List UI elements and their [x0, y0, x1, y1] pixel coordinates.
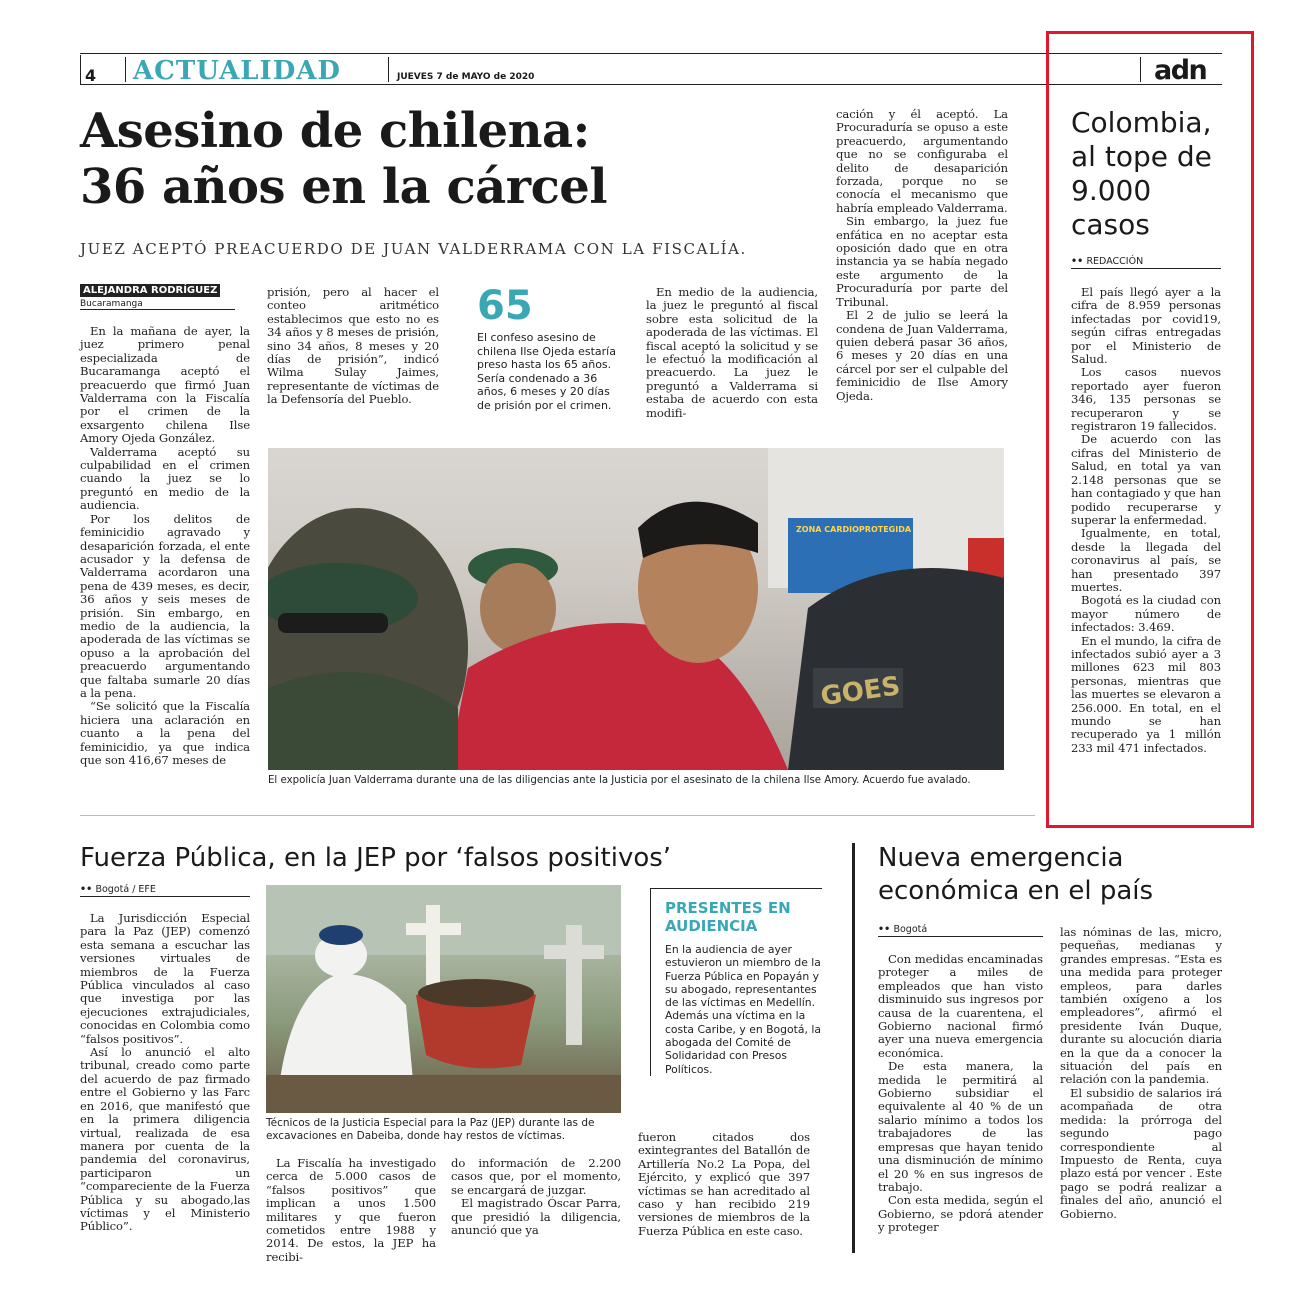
economy-col-1 [878, 953, 1043, 1235]
factbox-number: 65 [477, 283, 533, 329]
masthead-divider-2 [388, 57, 389, 82]
paragraph: En la mañana de ayer, la juez primero penal especializada de Bucaramanga aceptó el preacuerdo que firmó Juan Valderrama con la Fiscalía por el crimen de la exsargento chilena Ilse Amory Ojeda González. [80, 324, 250, 446]
jep-col-4 [638, 1131, 810, 1238]
paragraph: De esta manera, la medida le permitirá al Gobierno subsidiar el equivalente al 40 % de un salario mínimo a todos los trabajadores de las empresas que hayan tenido una disminución de mínimo el 20 % en sus ingresos de trabajo. [878, 1059, 1043, 1194]
paragraph: La Fiscalía ha investigado cerca de 5.000 casos de “falsos positivos” que implican a unos 1.500 militares y que fueron cometidos entre 1988 y 2014. De estos, la JEP ha recibi- [266, 1156, 436, 1264]
main-headline-line1: Asesino de chilena: [80, 103, 590, 159]
sidebar-headline: Colombia, al tope de 9.000 casos [1071, 106, 1212, 241]
jep-headline: Fuerza Pública, en la JEP por ‘falsos positivos’ [80, 843, 672, 873]
jep-col-2 [266, 1157, 436, 1264]
paragraph: do información de 2.200 casos que, por el momento, se encargará de juzgar. [451, 1156, 621, 1197]
tag-bullet-icon: •• [80, 884, 96, 895]
main-col-4 [646, 286, 818, 420]
factbox-text: El confeso asesino de chilena Ilse Ojeda estaría preso hasta los 65 años. Sería condenado a 36 años, 6 meses y 20 días de prisión por el crimen. [477, 331, 616, 412]
economy-tag [878, 924, 1043, 937]
economy-headline-line1: Nueva emergencia [878, 843, 1124, 873]
economy-tag-text: Bogotá [893, 924, 928, 935]
jep-tag [80, 884, 250, 897]
page-number: 4 [85, 66, 97, 85]
paragraph: cación y él aceptó. La Procuraduría se opuso a este preacuerdo, argumentando que no se configuraba el delito de desaparición forzada, porque no se conocía el mecanismo que habría empleado Valderrama. [836, 107, 1008, 215]
sidebar-tag-text: REDACCIÓN [1086, 256, 1144, 267]
jep-photo-caption: Técnicos de la Justicia Especial para la Paz (JEP) durante las de excavaciones en Dabeiba, donde hay restos de víctimas. [266, 1117, 595, 1142]
jep-factbox [650, 888, 822, 1076]
factbox-65 [477, 284, 617, 412]
section-title: ACTUALIDAD [133, 56, 341, 86]
jep-tag-text: Bogotá / EFE [95, 884, 156, 895]
issue-date: JUEVES 7 de MAYO de 2020 [397, 72, 535, 82]
main-headline-line2: 36 años en la cárcel [80, 159, 608, 215]
bottom-column-divider [852, 843, 855, 1253]
paragraph: La Jurisdicción Especial para la Paz (JEP) comenzó esta semana a escuchar las versiones virtuales de miembros de la Fuerza Pública vinculados al caso que investiga por las ejecuciones extrajudiciales, conocidas en Colombia como “falsos positivos”. [80, 911, 250, 1046]
paragraph: Con esta medida, según el Gobierno, se pdorá atender y proteger [878, 1193, 1043, 1235]
author-location: Bucaramanga [80, 299, 235, 310]
photo-sign-text: ZONA CARDIOPROTEGIDA [796, 525, 912, 534]
paragraph: El magistrado Óscar Parra, que presidió la diligencia, anunció que ya [451, 1196, 621, 1238]
main-col-1 [80, 325, 250, 767]
main-photo-caption: El expolicía Juan Valderrama durante una de las diligencias ante la Justicia por el asesinato de la chilena Ilse Amory. Acuerdo fue avalado. [268, 775, 971, 786]
main-subheadline: JUEZ ACEPTÓ PREACUERDO DE JUAN VALDERRAMA CON LA FISCALÍA. [80, 240, 747, 258]
paragraph: El país llegó ayer a la cifra de 8.959 personas infectadas por covid19, según cifras entregadas por el Ministerio de Salud. [1071, 285, 1221, 367]
section-separator [80, 815, 1035, 816]
paragraph: En el mundo, la cifra de infectados subió ayer a 3 millones 623 mil 803 personas, mientras que las muertes se elevaron a 256.000. En total, en el mundo se han recuperado ya 1 millón 233 mil 471 infectados. [1071, 633, 1221, 755]
paragraph: Valderrama aceptó su culpabilidad en el crimen cuando la juez se lo preguntó en medio de la audiencia. [80, 444, 250, 513]
jep-col-1 [80, 912, 250, 1234]
sidebar-body [1071, 286, 1221, 755]
main-photo-art [268, 448, 1004, 770]
masthead-divider [125, 57, 126, 82]
jep-photo-art [266, 885, 621, 1113]
paragraph: fueron citados dos exintegrantes del Batallón de Artillería No.2 La Popa, del Ejército, y explicó que 397 víctimas se han acreditado al caso y han recibido 219 versiones de miembros de la Fuerza Pública en este caso. [638, 1130, 810, 1238]
economy-col-2 [1060, 926, 1222, 1221]
paragraph: Sin embargo, la juez fue enfática en no aceptar esta oposición dado que en otra instancia ya se había negado este argumento de la Procuraduría por parte del Tribunal. [836, 214, 1008, 309]
jep-factbox-title: PRESENTES EN AUDIENCIA [665, 899, 791, 935]
paragraph: Con medidas encaminadas proteger a miles de empleados que han visto disminuido sus ingresos por causa de la cuarentena, el Gobierno nacional firmó ayer una nueva emergencia económica. [878, 952, 1043, 1060]
tag-bullet-icon: •• [1071, 256, 1087, 267]
paragraph: El subsidio de salarios irá acompañada de otra medida: la prórroga del segundo pago correspondiente al Impuesto de Renta, cuya plazo está por vencer . Este pago se podrá realizar a finales del año, anunció el Gobierno. [1060, 1085, 1222, 1221]
paragraph: Igualmente, en total, desde la llegada del coronavirus al país, se han presentado 397 muertes. [1071, 526, 1221, 594]
jep-factbox-text: En la audiencia de ayer estuvieron un miembro de la Fuerza Pública en Popayán y su abogado, representantes de las víctimas en Medellín. Además una víctima en la costa Caribe, y en Bogotá, la abogada del Comité de Solidaridad con Presos Políticos. [665, 943, 821, 1076]
economy-headline-line2: económica en el país [878, 876, 1154, 906]
brand-logo: adn [1154, 55, 1207, 86]
jep-col-3 [451, 1157, 621, 1237]
author-name: ALEJANDRA RODRÍGUEZ [80, 284, 220, 297]
paragraph: prisión, pero al hacer el conteo aritmético establecimos que esto no es 34 años y 8 meses de prisión, sino 34 años, 8 meses y 20 días de prisión”, indicó Wilma Sulay Jaimes, representante de víctimas de la Defensoría del Pueblo. [267, 285, 439, 407]
paragraph: Así lo anunció el alto tribunal, creado como parte del acuerdo de paz firmado entre el Gobierno y las Farc en 2016, que manifestó que en la primera diligencia virtual, realizada de esa manera por cuenta de la pandemia del coronavirus, participaron un “compareciente de la Fuerza Pública y su abogado,las víctimas y el Ministerio Público”. [80, 1045, 250, 1234]
paragraph: El 2 de julio se leerá la condena de Juan Valderrama, quien deberá pasar 36 años, 6 meses y 20 días en una cárcel por ser el culpable del feminicidio de Ilse Amory Ojeda. [836, 308, 1008, 403]
paragraph: Bogotá es la ciudad con mayor número de infectados: 3.469. [1071, 593, 1221, 635]
sidebar-tag [1071, 256, 1221, 269]
jep-photo [266, 885, 621, 1113]
tag-bullet-icon: •• [878, 924, 894, 935]
paragraph: De acuerdo con las cifras del Ministerio de Salud, en total ya van 2.148 personas que se han contagiado y que han podido recuperarse y superar la enfermedad. [1071, 432, 1221, 527]
main-photo [268, 448, 1004, 770]
masthead-left-bar [80, 55, 81, 84]
paragraph: Los casos nuevos reportado ayer fueron 346, 135 personas se recuperaron y se registraron 19 fallecidos. [1071, 365, 1221, 434]
photo-vest-text: GOES [818, 671, 903, 713]
main-col-2 [267, 286, 439, 407]
main-col-5 [836, 108, 1008, 403]
paragraph: En medio de la audiencia, la juez le preguntó al fiscal sobre esta solicitud de la apoderada de las víctimas. El fiscal aceptó la solicitud y se le efectuó la modificación al preacuerdo. La juez le preguntó a Valderrama si estaba de acuerdo con esta modifi- [646, 285, 818, 420]
paragraph: “Se solicitó que la Fiscalía hiciera una aclaración en cuanto a la pena del feminicidio, ya que indica que son 416,67 meses de [80, 699, 250, 767]
paragraph: las nóminas de las, micro, pequeñas, medianas y grandes empresas. “Esta es una medida para proteger empleos, para darles también oxígeno a los empleadores”, afirmó el presidente Iván Duque, durante su alocución diaria en la que da a conocer la situación del país en relación con la pandemia. [1060, 925, 1222, 1087]
paragraph: Por los delitos de feminicidio agravado y desaparición forzada, el ente acusador y la defensa de Valderrama acordaron una pena de 439 meses, es decir, 36 años y seis meses de prisión. Sin embargo, en medio de la audiencia, la apoderada de las víctimas se opuso a la aprobación del preacuerdo argumentando que faltaba sumarle 20 días a la pena. [80, 511, 250, 700]
